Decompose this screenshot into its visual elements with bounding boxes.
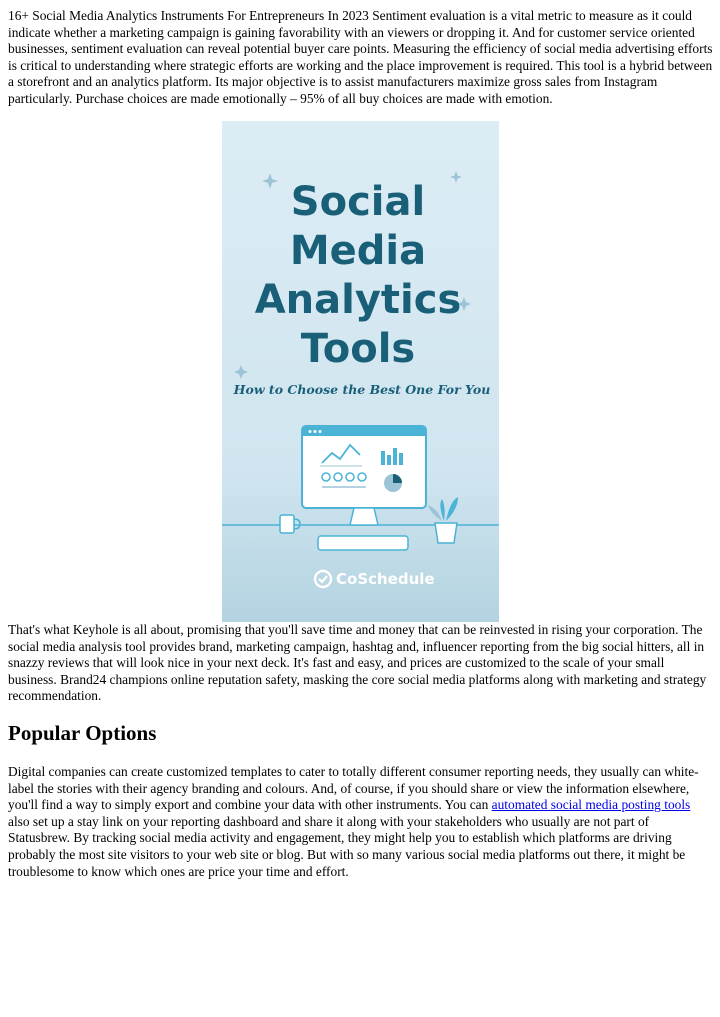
poster-title-line: Media	[289, 228, 427, 274]
poster-title-line: Social	[290, 179, 426, 225]
paragraph-text: Digital companies can create customized templates to cater to totally different consumer reporting needs, they usually can white-label the stories with their agency branding and colours. And, of course, if you should share or view the information elsewhere, you'll find a way to simply export and combine your data with other instruments. You can	[8, 764, 699, 813]
poster-title-line: Tools	[300, 326, 416, 372]
keyboard-icon	[318, 536, 408, 550]
social-media-analytics-tools-poster	[222, 121, 499, 622]
poster-brand: CoSchedule	[336, 570, 435, 588]
poster-subtitle: How to Choose the Best One For You	[233, 382, 491, 397]
poster-title-line: Analytics	[254, 277, 462, 323]
intro-paragraph: 16+ Social Media Analytics Instruments For Entrepreneurs In 2023 Sentiment evaluation is a vital metric to measure as it could indicate whether a marketing campaign is gaining favorability with an viewers or dropping it. And for customer service oriented businesses, sentiment evaluation can reveal potential buyer care points. Measuring the efficiency of social media advertising efforts is critical to understanding where strategic efforts are working and the place improvement is required. This tool is a hybrid between a storefront and an analytics platform. Its major objective is to assist manufacturers maximize gross sales from Instagram particularly. Purchase choices are made emotionally – 95% of all buy choices are made with emotion.	[8, 8, 713, 106]
section-heading: Popular Options	[8, 721, 157, 745]
paragraph-text: also set up a stay link on your reporting dashboard and share it along with your stakeholders who usually are not part of Statusbrew. By tracking social media activity and engagement, they might help you to establish which platforms are driving probably the most site visitors to your web site or blog. But with so many various social media platforms out there, it might be troublesome to know which ones are price your time and effort.	[8, 813, 686, 879]
automated-posting-tools-link[interactable]: automated social media posting tools	[491, 797, 691, 813]
popular-options-paragraph	[8, 764, 713, 880]
keyhole-paragraph: That's what Keyhole is all about, promising that you'll save time and money that can be reinvested in rising your corporation. The social media analysis tool provides brand, marketing campaign, hashtag and, influencer reporting from the big social hitters, all in snazzy reviews that will look nice in your next deck. It's fast and easy, and prices are customized to the scale of your small business. Brand24 champions online reputation safety, masking the core social media platforms along with marketing and strategy recommendation.	[8, 622, 707, 704]
